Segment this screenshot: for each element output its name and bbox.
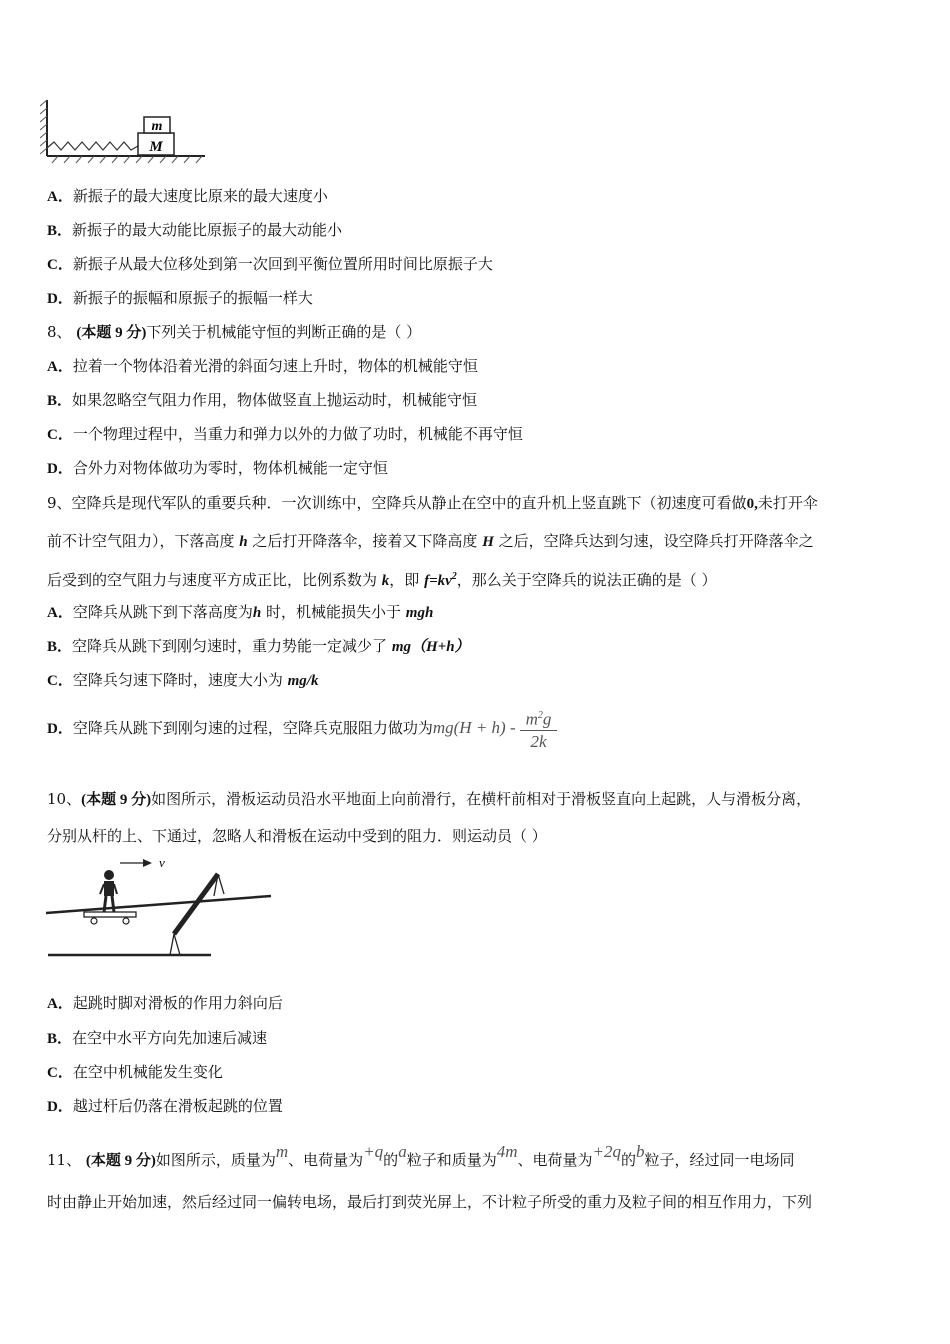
q9-option-a: A．空降兵从跳下到下落高度为h 时，机械能损失小于 mgh bbox=[47, 603, 434, 621]
spring-block-figure bbox=[40, 96, 210, 166]
q8-option-a: A．拉着一个物体沿着光滑的斜面匀速上升时，物体的机械能守恒 bbox=[47, 357, 478, 375]
q7-option-b: B．新振子的最大动能比原振子的最大动能小 bbox=[47, 221, 343, 239]
q8-option-c: C．一个物理过程中，当重力和弹力以外的力做了功时，机械能不再守恒 bbox=[47, 425, 523, 443]
q8-stem: 8、 (本题 9 分)下列关于机械能守恒的判断正确的是（ ） bbox=[47, 323, 422, 341]
q7-option-a: A．新振子的最大速度比原来的最大速度小 bbox=[47, 187, 328, 205]
q10-option-a: A．起跳时脚对滑板的作用力斜向后 bbox=[47, 994, 283, 1012]
q8-option-d: D．合外力对物体做功为零时，物体机械能一定守恒 bbox=[47, 459, 388, 477]
q7-option-c: C．新振子从最大位移处到第一次回到平衡位置所用时间比原振子大 bbox=[47, 255, 493, 273]
q9-d-fraction: $\frac{m^2g}{2k}$ bbox=[520, 707, 558, 752]
block-big-label: M bbox=[149, 139, 163, 155]
q9-option-b: B．空降兵从跳下到刚匀速时，重力势能一定减少了 mg（H+h） bbox=[47, 637, 470, 655]
q9-stem-line2: 前不计空气阻力），下落高度 h 之后打开降落伞，接着又下降高度 H 之后，空降兵达到匀速，设空降兵打开降落伞之 bbox=[47, 532, 814, 550]
q10-stem-line2: 分别从杆的上、下通过，忽略人和滑板在运动中受到的阻力．则运动员（ ） bbox=[47, 827, 547, 845]
skateboard bbox=[84, 912, 136, 917]
q10-option-c: C．在空中机械能发生变化 bbox=[47, 1063, 223, 1081]
velocity-label: v bbox=[159, 855, 165, 870]
q10-option-b: B．在空中水平方向先加速后减速 bbox=[47, 1029, 268, 1047]
person-head bbox=[104, 870, 114, 880]
q8-option-b: B．如果忽略空气阻力作用，物体做竖直上抛运动时，机械能守恒 bbox=[47, 391, 478, 409]
q9-stem-line3: 后受到的空气阻力与速度平方成正比，比例系数为 k，即 $f=kv^2$，那么关于空降兵的说法正确的是（ ） bbox=[47, 571, 717, 589]
q10-option-d: D．越过杆后仍落在滑板起跳的位置 bbox=[47, 1097, 283, 1115]
q10-stem-line1: 10、(本题 9 分)如图所示，滑板运动员沿水平地面上向前滑行，在横杆前相对于滑板竖直向上起跳，人与滑板分离， bbox=[47, 790, 812, 808]
q7-option-d: D．新振子的振幅和原振子的振幅一样大 bbox=[47, 289, 313, 307]
q11-stem-line2: 时由静止开始加速，然后经过同一偏转电场，最后打到荧光屏上，不计粒子所受的重力及粒子间的相互作用力，下列 bbox=[47, 1193, 813, 1211]
q9-option-c: C．空降兵匀速下降时，速度大小为 mg/k bbox=[47, 671, 319, 689]
q11-stem-line1: 11、 (本题 9 分)如图所示，质量为m、电荷量为+q的a粒子和质量为4m、电荷量为+2q的b粒子，经过同一电场同 bbox=[47, 1142, 795, 1169]
q9-stem-line1: 9、空降兵是现代军队的重要兵种．一次训练中，空降兵从静止在空中的直升机上竖直跳下（初速度可看做0,未打开伞 bbox=[47, 494, 818, 512]
q9-option-d: D．空降兵从跳下到刚匀速的过程，空降兵克服阻力做功为mg(H + h) - $\frac{m^2g}{2k}$ bbox=[47, 705, 557, 752]
q9-d-expression: mg(H + h) - bbox=[432, 718, 516, 737]
block-small-label: m bbox=[151, 119, 163, 134]
skateboard-figure bbox=[46, 854, 286, 959]
